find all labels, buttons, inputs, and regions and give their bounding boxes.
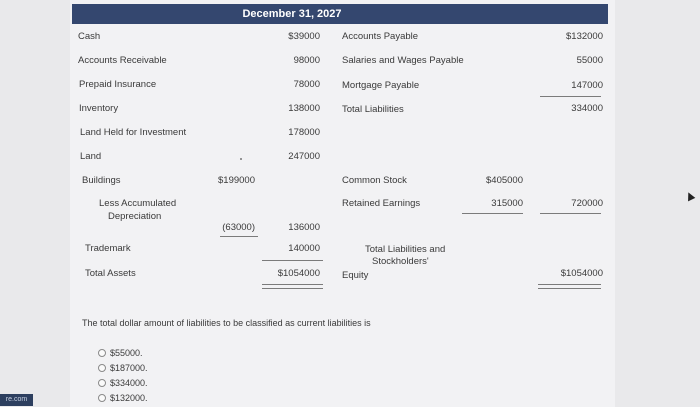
cash-value: $39000 <box>288 31 320 42</box>
mortgage-payable-value: 147000 <box>571 80 603 91</box>
total-assets-value: $1054000 <box>277 268 320 279</box>
cash-label: Cash <box>78 31 101 42</box>
common-stock-label: Common Stock <box>342 175 407 186</box>
accounts-payable-label: Accounts Payable <box>342 31 419 42</box>
option-d[interactable] <box>98 393 148 403</box>
mouse-cursor-icon <box>685 191 696 202</box>
land-label: Land <box>80 151 102 162</box>
dot-mark <box>240 158 242 160</box>
total-assets-label: Total Assets <box>85 268 136 279</box>
inventory-value: 138000 <box>288 103 320 114</box>
total-assets-double-underline <box>262 284 323 289</box>
option-b-label: $187000. <box>110 363 148 373</box>
less-dep-value: (63000) <box>222 222 255 233</box>
less-dep-label-line2: Depreciation <box>108 211 162 222</box>
total-liabilities-label: Total Liabilities <box>342 104 404 115</box>
less-dep-underline <box>220 236 258 237</box>
accounts-receivable-value: 98000 <box>293 55 320 66</box>
option-c-label: $334000. <box>110 378 148 388</box>
land-held-label: Land Held for Investment <box>80 127 187 138</box>
radio-icon[interactable] <box>98 349 106 357</box>
radio-icon[interactable] <box>98 394 106 402</box>
total-liabilities-value: 334000 <box>571 103 603 114</box>
prepaid-insurance-label: Prepaid Insurance <box>79 79 157 90</box>
land-held-value: 178000 <box>288 127 320 138</box>
common-stock-value: $405000 <box>486 175 523 186</box>
inventory-label: Inventory <box>79 103 119 114</box>
retained-earnings-value: 315000 <box>491 198 523 209</box>
retained-earnings-underline <box>462 213 523 214</box>
option-c[interactable] <box>98 378 148 388</box>
option-a[interactable] <box>98 348 143 358</box>
total-le-double-underline <box>538 284 601 289</box>
total-equity-value: 720000 <box>571 198 603 209</box>
total-le-label-line1: Total Liabilities and <box>365 244 446 255</box>
trademark-underline <box>262 260 323 261</box>
accounts-payable-value: $132000 <box>566 31 603 42</box>
radio-icon[interactable] <box>98 364 106 372</box>
salaries-payable-value: 55000 <box>576 55 603 66</box>
total-le-value: $1054000 <box>560 268 603 279</box>
question-text: The total dollar amount of liabilities to be classified as current liabilities is <box>82 318 371 328</box>
less-dep-label-line1: Less Accumulated <box>99 198 177 209</box>
site-tag: re.com <box>0 394 33 406</box>
prepaid-insurance-value: 78000 <box>293 79 320 90</box>
total-le-label-line2: Stockholders' <box>372 256 429 267</box>
radio-icon[interactable] <box>98 379 106 387</box>
balance-sheet-header: December 31, 2027 <box>72 4 608 24</box>
buildings-label: Buildings <box>82 175 121 186</box>
buildings-value: $199000 <box>218 175 255 186</box>
option-d-label: $132000. <box>110 393 148 403</box>
salaries-payable-label: Salaries and Wages Payable <box>342 55 464 66</box>
land-value: 247000 <box>288 151 320 162</box>
mortgage-payable-label: Mortgage Payable <box>342 80 420 91</box>
accounts-receivable-label: Accounts Receivable <box>78 55 167 66</box>
buildings-net-value: 136000 <box>288 222 320 233</box>
total-le-label-line3: Equity <box>342 270 369 281</box>
retained-earnings-label: Retained Earnings <box>342 198 421 209</box>
option-b[interactable] <box>98 363 148 373</box>
trademark-label: Trademark <box>85 243 131 254</box>
equity-underline <box>540 213 601 214</box>
trademark-value: 140000 <box>288 243 320 254</box>
mortgage-underline <box>540 96 601 97</box>
option-a-label: $55000. <box>110 348 143 358</box>
